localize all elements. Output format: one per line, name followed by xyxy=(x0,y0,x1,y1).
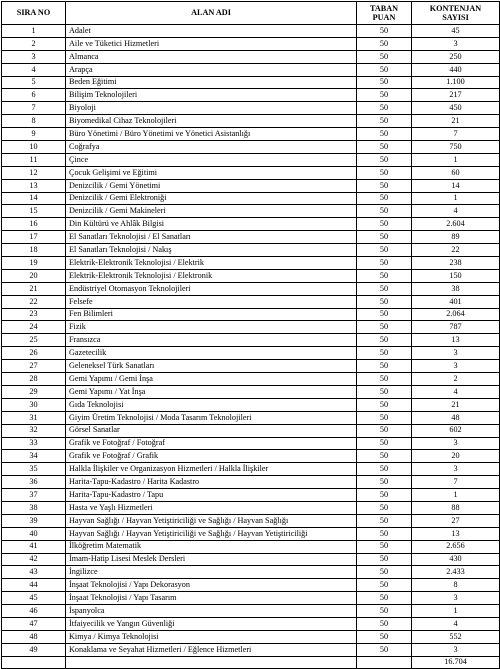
row-sira-no: 29 xyxy=(2,385,66,398)
row-sira-no: 20 xyxy=(2,269,66,282)
row-taban-puan: 50 xyxy=(357,617,412,630)
table-row xyxy=(2,579,500,592)
row-sira-no: 42 xyxy=(2,553,66,566)
row-alan-adi: İtfaiyecilik ve Yangın Güvenliği xyxy=(66,617,357,630)
row-sira-no: 4 xyxy=(2,63,66,76)
row-taban-puan: 50 xyxy=(357,179,412,192)
row-sira-no: 46 xyxy=(2,605,66,618)
row-taban-puan: 50 xyxy=(357,102,412,115)
row-taban-puan: 50 xyxy=(357,398,412,411)
table-row xyxy=(2,282,500,295)
row-alan-adi: Giyim Üretim Teknolojisi / Moda Tasarım Teknolojileri xyxy=(66,411,357,424)
row-kontenjan: 2.433 xyxy=(412,566,500,579)
row-sira-no: 41 xyxy=(2,540,66,553)
table-row xyxy=(2,527,500,540)
row-alan-adi: Biyoloji xyxy=(66,102,357,115)
row-kontenjan: 20 xyxy=(412,450,500,463)
row-taban-puan: 50 xyxy=(357,476,412,489)
row-kontenjan: 3 xyxy=(412,437,500,450)
row-taban-puan: 50 xyxy=(357,218,412,231)
row-alan-adi: Din Kültürü ve Ahlâk Bilgisi xyxy=(66,218,357,231)
row-taban-puan: 50 xyxy=(357,527,412,540)
row-sira-no: 19 xyxy=(2,257,66,270)
row-sira-no: 33 xyxy=(2,437,66,450)
row-taban-puan: 50 xyxy=(357,347,412,360)
row-alan-adi: Biyomedikal Cihaz Teknolojileri xyxy=(66,115,357,128)
table-row xyxy=(2,476,500,489)
table-row xyxy=(2,630,500,643)
total-empty-puan xyxy=(357,656,412,669)
row-alan-adi: Hasta ve Yaşlı Hizmetleri xyxy=(66,501,357,514)
row-taban-puan: 50 xyxy=(357,141,412,154)
row-kontenjan: 45 xyxy=(412,25,500,38)
row-taban-puan: 50 xyxy=(357,89,412,102)
row-kontenjan: 150 xyxy=(412,269,500,282)
row-kontenjan: 401 xyxy=(412,295,500,308)
table-row xyxy=(2,179,500,192)
table-row xyxy=(2,501,500,514)
row-sira-no: 44 xyxy=(2,579,66,592)
row-taban-puan: 50 xyxy=(357,501,412,514)
row-sira-no: 18 xyxy=(2,244,66,257)
row-kontenjan: 1 xyxy=(412,153,500,166)
row-taban-puan: 50 xyxy=(357,192,412,205)
row-sira-no: 7 xyxy=(2,102,66,115)
row-taban-puan: 50 xyxy=(357,50,412,63)
row-alan-adi: Elektrik-Elektronik Teknolojisi / Elektrik xyxy=(66,257,357,270)
row-taban-puan: 50 xyxy=(357,205,412,218)
row-sira-no: 24 xyxy=(2,321,66,334)
header-kontenjan-line1: KONTENJAN xyxy=(429,3,482,13)
row-taban-puan: 50 xyxy=(357,437,412,450)
row-kontenjan: 89 xyxy=(412,231,500,244)
row-kontenjan: 2.604 xyxy=(412,218,500,231)
row-alan-adi: İnşaat Teknolojisi / Yapı Dekorasyon xyxy=(66,579,357,592)
row-kontenjan: 48 xyxy=(412,411,500,424)
row-kontenjan: 7 xyxy=(412,128,500,141)
row-taban-puan: 50 xyxy=(357,489,412,502)
row-kontenjan: 60 xyxy=(412,166,500,179)
row-sira-no: 34 xyxy=(2,450,66,463)
row-sira-no: 6 xyxy=(2,89,66,102)
row-alan-adi: İlköğretim Matematik xyxy=(66,540,357,553)
row-alan-adi: Kimya / Kimya Teknolojisi xyxy=(66,630,357,643)
row-taban-puan: 50 xyxy=(357,76,412,89)
row-alan-adi: Bilişim Teknolojileri xyxy=(66,89,357,102)
row-kontenjan: 602 xyxy=(412,424,500,437)
table-row xyxy=(2,141,500,154)
row-alan-adi: Arapça xyxy=(66,63,357,76)
row-taban-puan: 50 xyxy=(357,37,412,50)
row-sira-no: 35 xyxy=(2,463,66,476)
row-kontenjan: 4 xyxy=(412,385,500,398)
row-sira-no: 32 xyxy=(2,424,66,437)
row-sira-no: 36 xyxy=(2,476,66,489)
row-alan-adi: Konaklama ve Seyahat Hizmetleri / Eğlence Hizmetleri xyxy=(66,643,357,656)
row-sira-no: 14 xyxy=(2,192,66,205)
row-alan-adi: Fen Bilimleri xyxy=(66,308,357,321)
table-row xyxy=(2,334,500,347)
row-sira-no: 31 xyxy=(2,411,66,424)
row-alan-adi: Gemi Yapımı / Gemi İnşa xyxy=(66,373,357,386)
row-taban-puan: 50 xyxy=(357,566,412,579)
row-alan-adi: İspanyolca xyxy=(66,605,357,618)
table-row xyxy=(2,411,500,424)
table-row xyxy=(2,592,500,605)
row-taban-puan: 50 xyxy=(357,295,412,308)
row-sira-no: 21 xyxy=(2,282,66,295)
table-row xyxy=(2,450,500,463)
row-alan-adi: Gazetecilik xyxy=(66,347,357,360)
table-row xyxy=(2,244,500,257)
total-empty-name xyxy=(66,656,357,669)
row-alan-adi: Fizik xyxy=(66,321,357,334)
row-taban-puan: 50 xyxy=(357,321,412,334)
table-row xyxy=(2,347,500,360)
row-kontenjan: 250 xyxy=(412,50,500,63)
row-sira-no: 48 xyxy=(2,630,66,643)
row-taban-puan: 50 xyxy=(357,269,412,282)
row-kontenjan: 552 xyxy=(412,630,500,643)
total-row xyxy=(2,656,500,669)
row-kontenjan: 3 xyxy=(412,463,500,476)
table-row xyxy=(2,166,500,179)
row-sira-no: 26 xyxy=(2,347,66,360)
row-sira-no: 30 xyxy=(2,398,66,411)
row-kontenjan: 2.064 xyxy=(412,308,500,321)
row-alan-adi: Hayvan Sağlığı / Hayvan Yetiştiriciliği ve Sağlığı / Hayvan Yetiştiriciliği xyxy=(66,527,357,540)
row-sira-no: 49 xyxy=(2,643,66,656)
row-taban-puan: 50 xyxy=(357,643,412,656)
row-sira-no: 15 xyxy=(2,205,66,218)
table-row xyxy=(2,360,500,373)
row-taban-puan: 50 xyxy=(357,334,412,347)
table-row xyxy=(2,463,500,476)
row-kontenjan: 3 xyxy=(412,347,500,360)
row-kontenjan: 450 xyxy=(412,102,500,115)
row-alan-adi: İmam-Hatip Lisesi Meslek Dersleri xyxy=(66,553,357,566)
table-row xyxy=(2,424,500,437)
table-row xyxy=(2,643,500,656)
row-sira-no: 3 xyxy=(2,50,66,63)
row-alan-adi: El Sanatları Teknolojisi / El Sanatları xyxy=(66,231,357,244)
row-sira-no: 37 xyxy=(2,489,66,502)
row-alan-adi: Harita-Tapu-Kadastro / Harita Kadastro xyxy=(66,476,357,489)
row-alan-adi: Büro Yönetimi / Büro Yönetimi ve Yönetici Asistanlığı xyxy=(66,128,357,141)
row-taban-puan: 50 xyxy=(357,553,412,566)
table-row xyxy=(2,553,500,566)
table-row xyxy=(2,295,500,308)
table-row xyxy=(2,63,500,76)
row-alan-adi: Harita-Tapu-Kadastro / Tapu xyxy=(66,489,357,502)
row-sira-no: 23 xyxy=(2,308,66,321)
row-kontenjan: 21 xyxy=(412,115,500,128)
table-row xyxy=(2,308,500,321)
row-alan-adi: Hayvan Sağlığı / Hayvan Yetiştiriciliği ve Sağlığı / Hayvan Sağlığı xyxy=(66,514,357,527)
row-alan-adi: İnşaat Teknolojisi / Yapı Tasarım xyxy=(66,592,357,605)
table-row xyxy=(2,269,500,282)
row-kontenjan: 8 xyxy=(412,579,500,592)
row-alan-adi: Gıda Teknolojisi xyxy=(66,398,357,411)
table-body xyxy=(2,25,500,657)
row-sira-no: 16 xyxy=(2,218,66,231)
table-row xyxy=(2,514,500,527)
row-taban-puan: 50 xyxy=(357,385,412,398)
row-sira-no: 47 xyxy=(2,617,66,630)
row-sira-no: 25 xyxy=(2,334,66,347)
row-sira-no: 13 xyxy=(2,179,66,192)
row-taban-puan: 50 xyxy=(357,25,412,38)
row-taban-puan: 50 xyxy=(357,257,412,270)
row-alan-adi: Denizcilik / Gemi Yönetimi xyxy=(66,179,357,192)
row-taban-puan: 50 xyxy=(357,231,412,244)
row-kontenjan: 13 xyxy=(412,527,500,540)
table-row xyxy=(2,398,500,411)
table-row xyxy=(2,540,500,553)
row-taban-puan: 50 xyxy=(357,592,412,605)
row-taban-puan: 50 xyxy=(357,463,412,476)
table-row xyxy=(2,231,500,244)
table-row xyxy=(2,385,500,398)
row-kontenjan: 430 xyxy=(412,553,500,566)
row-sira-no: 45 xyxy=(2,592,66,605)
table-row xyxy=(2,25,500,38)
table-row xyxy=(2,153,500,166)
row-taban-puan: 50 xyxy=(357,153,412,166)
header-kontenjan xyxy=(412,2,500,25)
row-alan-adi: Çince xyxy=(66,153,357,166)
header-taban-puan-line2: PUAN xyxy=(372,13,396,22)
row-alan-adi: Felsefe xyxy=(66,295,357,308)
table-row xyxy=(2,102,500,115)
row-kontenjan: 440 xyxy=(412,63,500,76)
row-alan-adi: Grafik ve Fotoğraf / Fotoğraf xyxy=(66,437,357,450)
header-sira-no: SIRA NO xyxy=(2,2,66,25)
row-kontenjan: 4 xyxy=(412,205,500,218)
row-sira-no: 43 xyxy=(2,566,66,579)
row-sira-no: 28 xyxy=(2,373,66,386)
table-row xyxy=(2,437,500,450)
table-row xyxy=(2,50,500,63)
row-sira-no: 9 xyxy=(2,128,66,141)
header-taban-puan-line1: TABAN xyxy=(369,3,399,13)
row-taban-puan: 50 xyxy=(357,579,412,592)
row-alan-adi: Fransızca xyxy=(66,334,357,347)
row-alan-adi: Geleneksel Türk Sanatları xyxy=(66,360,357,373)
table-row xyxy=(2,218,500,231)
table-row xyxy=(2,566,500,579)
row-taban-puan: 50 xyxy=(357,166,412,179)
row-taban-puan: 50 xyxy=(357,360,412,373)
table-row xyxy=(2,617,500,630)
row-alan-adi: Beden Eğitimi xyxy=(66,76,357,89)
total-value: 16.704 xyxy=(412,656,500,669)
row-taban-puan: 50 xyxy=(357,450,412,463)
table-row xyxy=(2,115,500,128)
row-alan-adi: Halkla İlişkiler ve Organizasyon Hizmetleri / Halkla İlişkiler xyxy=(66,463,357,476)
row-kontenjan: 1 xyxy=(412,489,500,502)
row-sira-no: 11 xyxy=(2,153,66,166)
row-kontenjan: 1 xyxy=(412,192,500,205)
row-alan-adi: Almanca xyxy=(66,50,357,63)
row-kontenjan: 7 xyxy=(412,476,500,489)
row-kontenjan: 1 xyxy=(412,605,500,618)
row-sira-no: 38 xyxy=(2,501,66,514)
row-kontenjan: 2.656 xyxy=(412,540,500,553)
table-row xyxy=(2,605,500,618)
header-alan-adi: ALAN ADI xyxy=(66,2,357,25)
row-alan-adi: Grafik ve Fotoğraf / Grafik xyxy=(66,450,357,463)
row-kontenjan: 4 xyxy=(412,617,500,630)
row-taban-puan: 50 xyxy=(357,540,412,553)
row-taban-puan: 50 xyxy=(357,514,412,527)
row-kontenjan: 1.100 xyxy=(412,76,500,89)
row-sira-no: 10 xyxy=(2,141,66,154)
row-sira-no: 12 xyxy=(2,166,66,179)
row-alan-adi: Denizcilik / Gemi Elektroniği xyxy=(66,192,357,205)
row-kontenjan: 21 xyxy=(412,398,500,411)
row-kontenjan: 750 xyxy=(412,141,500,154)
row-taban-puan: 50 xyxy=(357,411,412,424)
row-kontenjan: 3 xyxy=(412,643,500,656)
row-alan-adi: Denizcilik / Gemi Makineleri xyxy=(66,205,357,218)
row-alan-adi: Adalet xyxy=(66,25,357,38)
row-taban-puan: 50 xyxy=(357,244,412,257)
row-taban-puan: 50 xyxy=(357,605,412,618)
table-row xyxy=(2,373,500,386)
row-sira-no: 17 xyxy=(2,231,66,244)
row-alan-adi: Aile ve Tüketici Hizmetleri xyxy=(66,37,357,50)
table-row xyxy=(2,37,500,50)
row-kontenjan: 14 xyxy=(412,179,500,192)
table-row xyxy=(2,76,500,89)
row-kontenjan: 787 xyxy=(412,321,500,334)
row-taban-puan: 50 xyxy=(357,282,412,295)
table-row xyxy=(2,257,500,270)
row-alan-adi: Coğrafya xyxy=(66,141,357,154)
row-kontenjan: 3 xyxy=(412,37,500,50)
row-taban-puan: 50 xyxy=(357,308,412,321)
row-kontenjan: 238 xyxy=(412,257,500,270)
table-row xyxy=(2,321,500,334)
row-alan-adi: İngilizce xyxy=(66,566,357,579)
row-sira-no: 8 xyxy=(2,115,66,128)
total-empty-no xyxy=(2,656,66,669)
header-taban-puan xyxy=(357,2,412,25)
row-kontenjan: 3 xyxy=(412,360,500,373)
row-kontenjan: 2 xyxy=(412,373,500,386)
row-kontenjan: 88 xyxy=(412,501,500,514)
row-sira-no: 2 xyxy=(2,37,66,50)
row-kontenjan: 3 xyxy=(412,592,500,605)
row-sira-no: 5 xyxy=(2,76,66,89)
table-row xyxy=(2,192,500,205)
row-kontenjan: 217 xyxy=(412,89,500,102)
row-taban-puan: 50 xyxy=(357,115,412,128)
row-taban-puan: 50 xyxy=(357,424,412,437)
row-taban-puan: 50 xyxy=(357,373,412,386)
quota-table xyxy=(1,1,500,669)
row-kontenjan: 38 xyxy=(412,282,500,295)
table-row xyxy=(2,128,500,141)
row-kontenjan: 13 xyxy=(412,334,500,347)
row-alan-adi: Çocuk Gelişimi ve Eğitimi xyxy=(66,166,357,179)
table-header-row xyxy=(2,2,500,25)
row-taban-puan: 50 xyxy=(357,630,412,643)
row-alan-adi: Endüstriyel Otomasyon Teknolojileri xyxy=(66,282,357,295)
row-taban-puan: 50 xyxy=(357,63,412,76)
table-row xyxy=(2,489,500,502)
row-sira-no: 1 xyxy=(2,25,66,38)
row-sira-no: 39 xyxy=(2,514,66,527)
row-kontenjan: 22 xyxy=(412,244,500,257)
row-alan-adi: Görsel Sanatlar xyxy=(66,424,357,437)
table-row xyxy=(2,89,500,102)
row-kontenjan: 27 xyxy=(412,514,500,527)
row-alan-adi: El Sanatları Teknolojisi / Nakış xyxy=(66,244,357,257)
table-row xyxy=(2,205,500,218)
row-sira-no: 27 xyxy=(2,360,66,373)
row-sira-no: 22 xyxy=(2,295,66,308)
row-sira-no: 40 xyxy=(2,527,66,540)
row-taban-puan: 50 xyxy=(357,128,412,141)
header-kontenjan-line2: SAYISI xyxy=(442,13,469,22)
row-alan-adi: Elektrik-Elektronik Teknolojisi / Elektronik xyxy=(66,269,357,282)
row-alan-adi: Gemi Yapımı / Yat İnşa xyxy=(66,385,357,398)
